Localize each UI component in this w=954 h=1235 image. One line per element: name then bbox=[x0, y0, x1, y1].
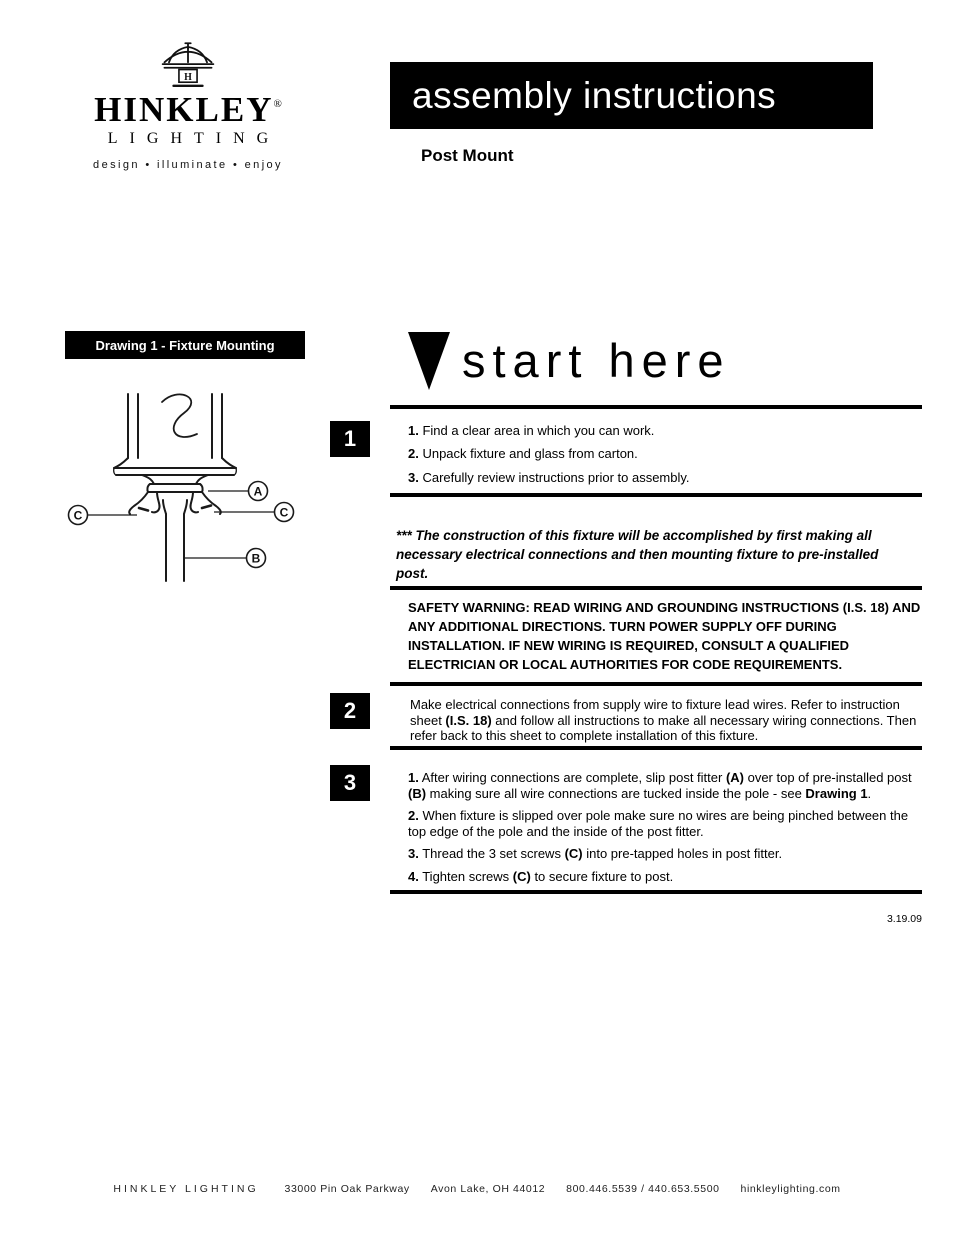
divider-rule bbox=[390, 746, 922, 750]
page-title: assembly instructions bbox=[412, 74, 777, 116]
step-3-item-3 bbox=[408, 846, 924, 862]
text-segment: When fixture is slipped over pole make sure no wires are being pinched between the top edge of the pole and the inside of the post fitter. bbox=[408, 808, 909, 839]
item-number: 1. bbox=[408, 423, 419, 438]
text-segment: (C) bbox=[564, 846, 583, 862]
footer-website: hinkleylighting.com bbox=[740, 1183, 841, 1195]
footer-phone: 800.446.5539 / 440.653.5500 bbox=[566, 1183, 720, 1195]
step-3-item-1 bbox=[408, 770, 924, 801]
text-segment: over top of pre-installed post bbox=[743, 770, 912, 785]
item-number: 3. bbox=[408, 469, 419, 485]
item-number: 3. bbox=[408, 846, 419, 862]
callout-c-right-label: C bbox=[279, 505, 289, 520]
text-segment: Tighten screws bbox=[418, 868, 513, 884]
text-segment: Thread the 3 set screws bbox=[418, 846, 565, 862]
brand-name bbox=[68, 92, 308, 127]
item-number: 4. bbox=[408, 868, 419, 884]
text-segment: . bbox=[867, 785, 872, 801]
brand-tagline: design • illuminate • enjoy bbox=[93, 159, 283, 171]
callout-a-label: A bbox=[253, 484, 263, 499]
text-segment: Drawing 1 bbox=[805, 785, 868, 801]
callout-c-left-label: C bbox=[73, 508, 83, 523]
text-segment: (I.S. 18) bbox=[445, 712, 492, 728]
footer-company: HINKLEY LIGHTING bbox=[113, 1183, 259, 1195]
brand-name-text: HINKLEY bbox=[94, 90, 274, 129]
text-segment: (C) bbox=[512, 868, 531, 884]
step-1-item bbox=[408, 424, 922, 438]
step-1-badge: 1 bbox=[330, 421, 370, 457]
divider-rule bbox=[390, 586, 922, 590]
step-1-item bbox=[408, 471, 922, 485]
fixture-drawing bbox=[62, 388, 302, 588]
drawing-title: Drawing 1 - Fixture Mounting bbox=[65, 331, 305, 359]
safety-warning: SAFETY WARNING: READ WIRING AND GROUNDING INSTRUCTIONS (I.S. 18) AND ANY ADDITIONAL DIRECTIONS. TURN POWER SUPPLY OFF DURING INSTALLATION. IF NEW WIRING IS REQUIRED, CONSULT A QUALIFIED ELECTRICIAN OR LOCAL AUTHORITIES FOR CODE REQUIREMENTS. bbox=[408, 600, 921, 672]
title-banner bbox=[390, 62, 873, 129]
text-segment: to secure fixture to post. bbox=[530, 868, 674, 884]
step-3-instructions bbox=[408, 770, 924, 892]
text-segment: into pre-tapped holes in post fitter. bbox=[582, 846, 783, 862]
start-here bbox=[408, 330, 731, 390]
step-3-badge: 3 bbox=[330, 765, 370, 801]
start-here-text: start here bbox=[462, 334, 731, 387]
footer-address: 33000 Pin Oak Parkway bbox=[284, 1183, 410, 1195]
step-1-instructions bbox=[408, 424, 922, 494]
construction-note: *** The construction of this fixture will be accomplished by first making all necessary electrical connections and then mounting fixture to pre-installed post. bbox=[396, 528, 879, 581]
lantern-icon bbox=[159, 40, 217, 90]
step-2-badge: 2 bbox=[330, 693, 370, 729]
item-number: 1. bbox=[408, 770, 419, 785]
text-segment: Unpack fixture and glass from carton. bbox=[418, 446, 638, 462]
text-segment: (B) bbox=[408, 785, 427, 801]
item-number: 2. bbox=[408, 446, 419, 462]
text-segment: making sure all wire connections are tucked inside the pole - see bbox=[426, 785, 806, 801]
monogram-letter: H bbox=[184, 71, 192, 83]
text-segment: Carefully review instructions prior to assembly. bbox=[418, 469, 690, 485]
text-segment: and follow all instructions to make all necessary wiring connections. Then refer back to this sheet to complete installation of this fixture. bbox=[410, 712, 917, 744]
divider-rule bbox=[390, 682, 922, 686]
revision-date: 3.19.09 bbox=[886, 913, 922, 925]
callout-b-label: B bbox=[251, 551, 261, 566]
step-2-instructions bbox=[410, 697, 922, 744]
down-triangle-icon bbox=[408, 332, 450, 390]
text-segment: Make electrical connections from supply wire to fixture lead wires. Refer to instruction sheet bbox=[410, 697, 900, 728]
footer-city: Avon Lake, OH 44012 bbox=[430, 1183, 546, 1195]
product-subtitle: Post Mount bbox=[421, 146, 514, 165]
divider-rule bbox=[390, 405, 922, 409]
step-3-item-4 bbox=[408, 869, 924, 885]
step-1-item bbox=[408, 447, 922, 461]
brand-logo bbox=[68, 40, 308, 171]
text-segment: After wiring connections are complete, slip post fitter bbox=[418, 770, 726, 785]
footer bbox=[0, 1183, 954, 1195]
registered-mark: ® bbox=[273, 98, 282, 110]
brand-sub: LIGHTING bbox=[107, 130, 281, 147]
item-number: 2. bbox=[408, 808, 419, 824]
text-segment: (A) bbox=[725, 770, 744, 785]
step-3-item-2 bbox=[408, 808, 924, 839]
text-segment: Find a clear area in which you can work. bbox=[418, 423, 655, 438]
